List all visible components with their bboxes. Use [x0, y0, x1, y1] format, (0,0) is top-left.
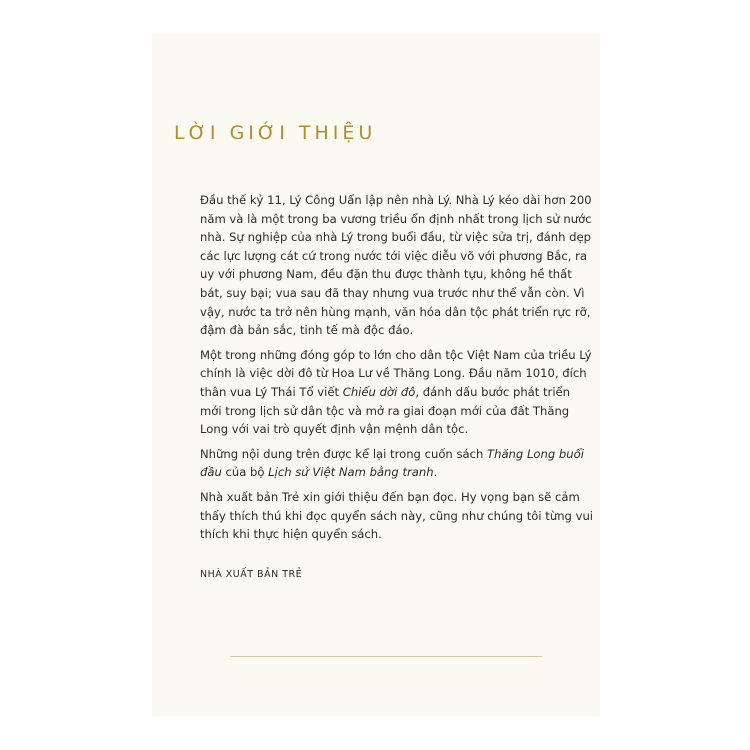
- book-page: [152, 34, 600, 716]
- paragraph-1: Đầu thế kỷ 11, Lý Công Uẩn lập nên nhà Lý. Nhà Lý kéo dài hơn 200 năm và là một trong ba vương triều ổn định nhất trong lịch sử nước nhà. Sự nghiệp của nhà Lý trong buổi đầu, từ việc sửa trị, đánh dẹp các lực lượng cát cứ trong nước tới việc diễu võ với phương Bắc, ra uy với phương Nam, đều đặn thu được thành tựu, không hề thất bát, suy bại; vua sau đã thay nhưng vua trước như thể vẫn còn. Vì vậy, nước ta trở nên hùng mạnh, văn hóa dân tộc phát triển rực rỡ, đậm đà bản sắc, tinh tế mà độc đáo.: [200, 193, 592, 338]
- paragraph-2-text-a: Một trong những đóng góp to lớn cho dân tộc Việt Nam của triều Lý chính là việc dời đô từ Hoa Lư về Thăng Long. Đầu năm 1010, đích thân vua Lý Thái Tổ viết: [200, 347, 592, 399]
- paragraph-2: [200, 346, 594, 439]
- paragraph-3-text-b: của bộ: [221, 465, 269, 480]
- bottom-divider: [230, 656, 542, 657]
- paragraph-2-text-b: , đánh dấu bước phát triển mới trong lịch sử dân tộc và mở ra giai đoạn mới của đất Thăng Long với vai trò quyết định vận mệnh dân tộc.: [200, 384, 571, 437]
- paragraph-3-italic-series: Lịch sử Việt Nam bằng tranh: [268, 465, 434, 480]
- paragraph-3-text-a: Những nội dung trên được kể lại trong cuốn sách: [200, 446, 488, 461]
- paragraph-3-italic-book: Thăng Long buổi đầu: [200, 446, 584, 480]
- paragraph-3-text-c: .: [433, 465, 438, 480]
- page-title: LỜI GIỚI THIỆU: [174, 122, 377, 144]
- publisher-signature: NHÀ XUẤT BẢN TRẺ: [200, 568, 303, 580]
- paragraph-4: Nhà xuất bản Trẻ xin giới thiệu đến bạn đọc. Hy vọng bạn sẽ cảm thấy thích thú khi đọc quyển sách này, cũng như chúng tôi từng vui thích khi thực hiện quyển sách.: [200, 489, 594, 542]
- paragraph-2-italic: Chiếu dời đô: [342, 384, 416, 399]
- page-body: [200, 191, 594, 584]
- paragraph-3: [200, 445, 594, 482]
